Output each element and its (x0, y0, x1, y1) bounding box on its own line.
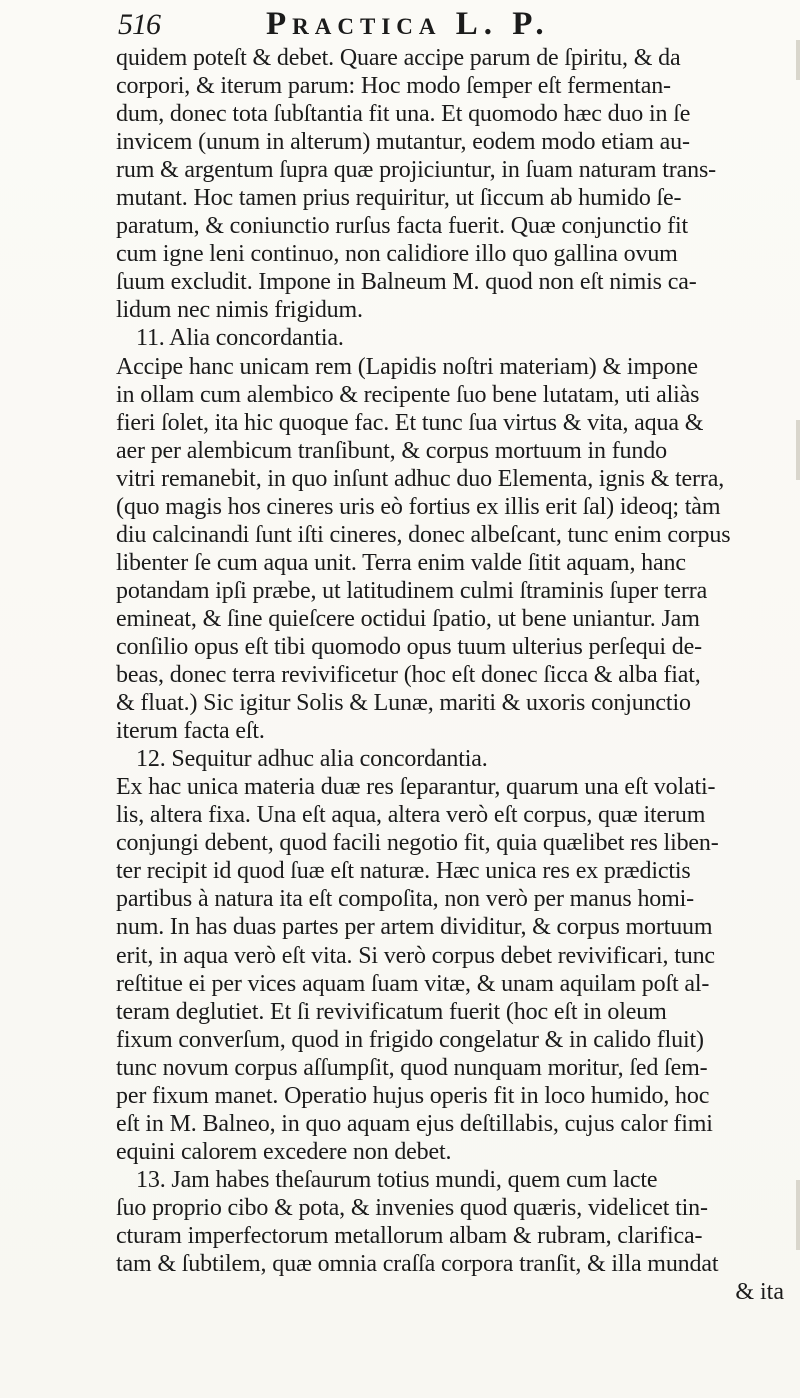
text-line: ſuo proprio cibo & pota, & invenies quod quæris, videlicet tin- (116, 1194, 708, 1221)
section-paragraph-start: 13. Jam habes theſaurum totius mundi, quem cum lacte (136, 1166, 658, 1193)
text-line: conjungi debent, quod facili negotio fit, quia quælibet res liben- (116, 830, 719, 857)
text-line: & fluat.) Sic igitur Solis & Lunæ, mariti & uxoris conjunctio (116, 690, 691, 717)
text-line: aer per alembicum tranſibunt, & corpus mortuum in fundo (116, 437, 667, 464)
text-line: invicem (unum in alterum) mutantur, eodem modo etiam au- (116, 129, 690, 156)
text-line: (quo magis hos cineres uris eò fortius ex illis erit ſal) ideoq; tàm (116, 493, 721, 520)
section-heading: 11. Alia concordantia. (136, 325, 344, 352)
text-line: num. In has duas partes per artem dividitur, & corpus mortuum (116, 914, 713, 941)
page-edge-mark (796, 1180, 800, 1250)
text-line: tam & ſubtilem, quæ omnia craſſa corpora tranſit, & illa mundat (116, 1251, 719, 1278)
page-header (116, 2, 776, 46)
text-line: lidum nec nimis frigidum. (116, 297, 363, 324)
text-line: Ex hac unica materia duæ res ſeparantur, quarum una eſt volati- (116, 774, 716, 801)
running-head: Practica L. P. (266, 6, 550, 42)
text-line: in ollam cum alembico & recipente ſuo bene lutatam, uti aliàs (116, 381, 700, 408)
text-line: dum, donec tota ſubſtantia fit una. Et quomodo hæc duo in ſe (116, 101, 691, 128)
text-line: vitri remanebit, in quo inſunt adhuc duo Elementa, ignis & terra, (116, 465, 725, 492)
text-line: per fixum manet. Operatio hujus operis fit in loco humido, hoc (116, 1082, 710, 1109)
text-line: tunc novum corpus aſſumpſit, quod nunquam moritur, ſed ſem- (116, 1054, 708, 1081)
text-line: ſuum excludit. Impone in Balneum M. quod non eſt nimis ca- (116, 269, 697, 296)
text-line: paratum, & coniunctio rurſus facta fuerit. Quæ conjunctio fit (116, 213, 689, 240)
text-line: fixum converſum, quod in frigido congelatur & in calido fluit) (116, 1026, 704, 1053)
text-line: fieri ſolet, ita hic quoque fac. Et tunc ſua virtus & vita, aqua & (116, 409, 704, 436)
text-line: lis, altera fixa. Una eſt aqua, altera verò eſt corpus, quæ iterum (116, 802, 706, 829)
text-line: beas, donec terra revivificetur (hoc eſt donec ſicca & alba fiat, (116, 662, 701, 689)
section-heading: 12. Sequitur adhuc alia concordantia. (136, 746, 488, 773)
text-line: conſilio opus eſt tibi quomodo opus tuum ulterius perſequi de- (116, 633, 702, 660)
text-line: corpori, & iterum parum: Hoc modo ſemper eſt fermentan- (116, 73, 671, 100)
page-edge-mark (796, 420, 800, 480)
page-number: 516 (118, 8, 160, 41)
text-line: Accipe hanc unicam rem (Lapidis noſtri materiam) & impone (116, 353, 698, 380)
text-line: partibus à natura ita eſt compoſita, non verò per manus homi- (116, 886, 695, 913)
catchword: & ita (735, 1279, 784, 1306)
text-line: equini calorem excedere non debet. (116, 1138, 452, 1165)
text-line: iterum facta eſt. (116, 718, 265, 745)
text-line: ter recipit id quod ſuæ eſt naturæ. Hæc unica res ex prædictis (116, 858, 691, 885)
text-line: mutant. Hoc tamen prius requiritur, ut ſiccum ab humido ſe- (116, 185, 682, 212)
text-line: eſt in M. Balneo, in quo aquam ejus deſtillabis, cujus calor fimi (116, 1110, 713, 1137)
page-edge-mark (796, 40, 800, 80)
text-line: reſtitue ei per vices aquam ſuam vitæ, & unam aquilam poſt al- (116, 970, 710, 997)
text-line: erit, in aqua verò eſt vita. Si verò corpus debet revivificari, tunc (116, 942, 715, 969)
text-line: diu calcinandi ſunt iſti cineres, donec albeſcant, tunc enim corpus (116, 521, 731, 548)
text-line: cturam imperfectorum metallorum albam & rubram, clarifica- (116, 1222, 703, 1249)
text-line: teram deglutiet. Et ſi revivificatum fuerit (hoc eſt in oleum (116, 998, 667, 1025)
body-text (116, 44, 788, 1306)
text-line: potandam ipſi præbe, ut latitudinem culmi ſtraminis ſuper terra (116, 577, 708, 604)
text-line: rum & argentum ſupra quæ projiciuntur, in ſuam naturam trans- (116, 157, 716, 184)
text-line: quidem poteſt & debet. Quare accipe parum de ſpiritu, & da (116, 45, 681, 71)
text-line: libenter ſe cum aqua unit. Terra enim valde ſitit aquam, hanc (116, 549, 686, 576)
text-line: emineat, & ſine quieſcere octidui ſpatio, ut bene uniantur. Jam (116, 605, 700, 632)
text-line: cum igne leni continuo, non calidiore illo quo gallina ovum (116, 241, 678, 268)
